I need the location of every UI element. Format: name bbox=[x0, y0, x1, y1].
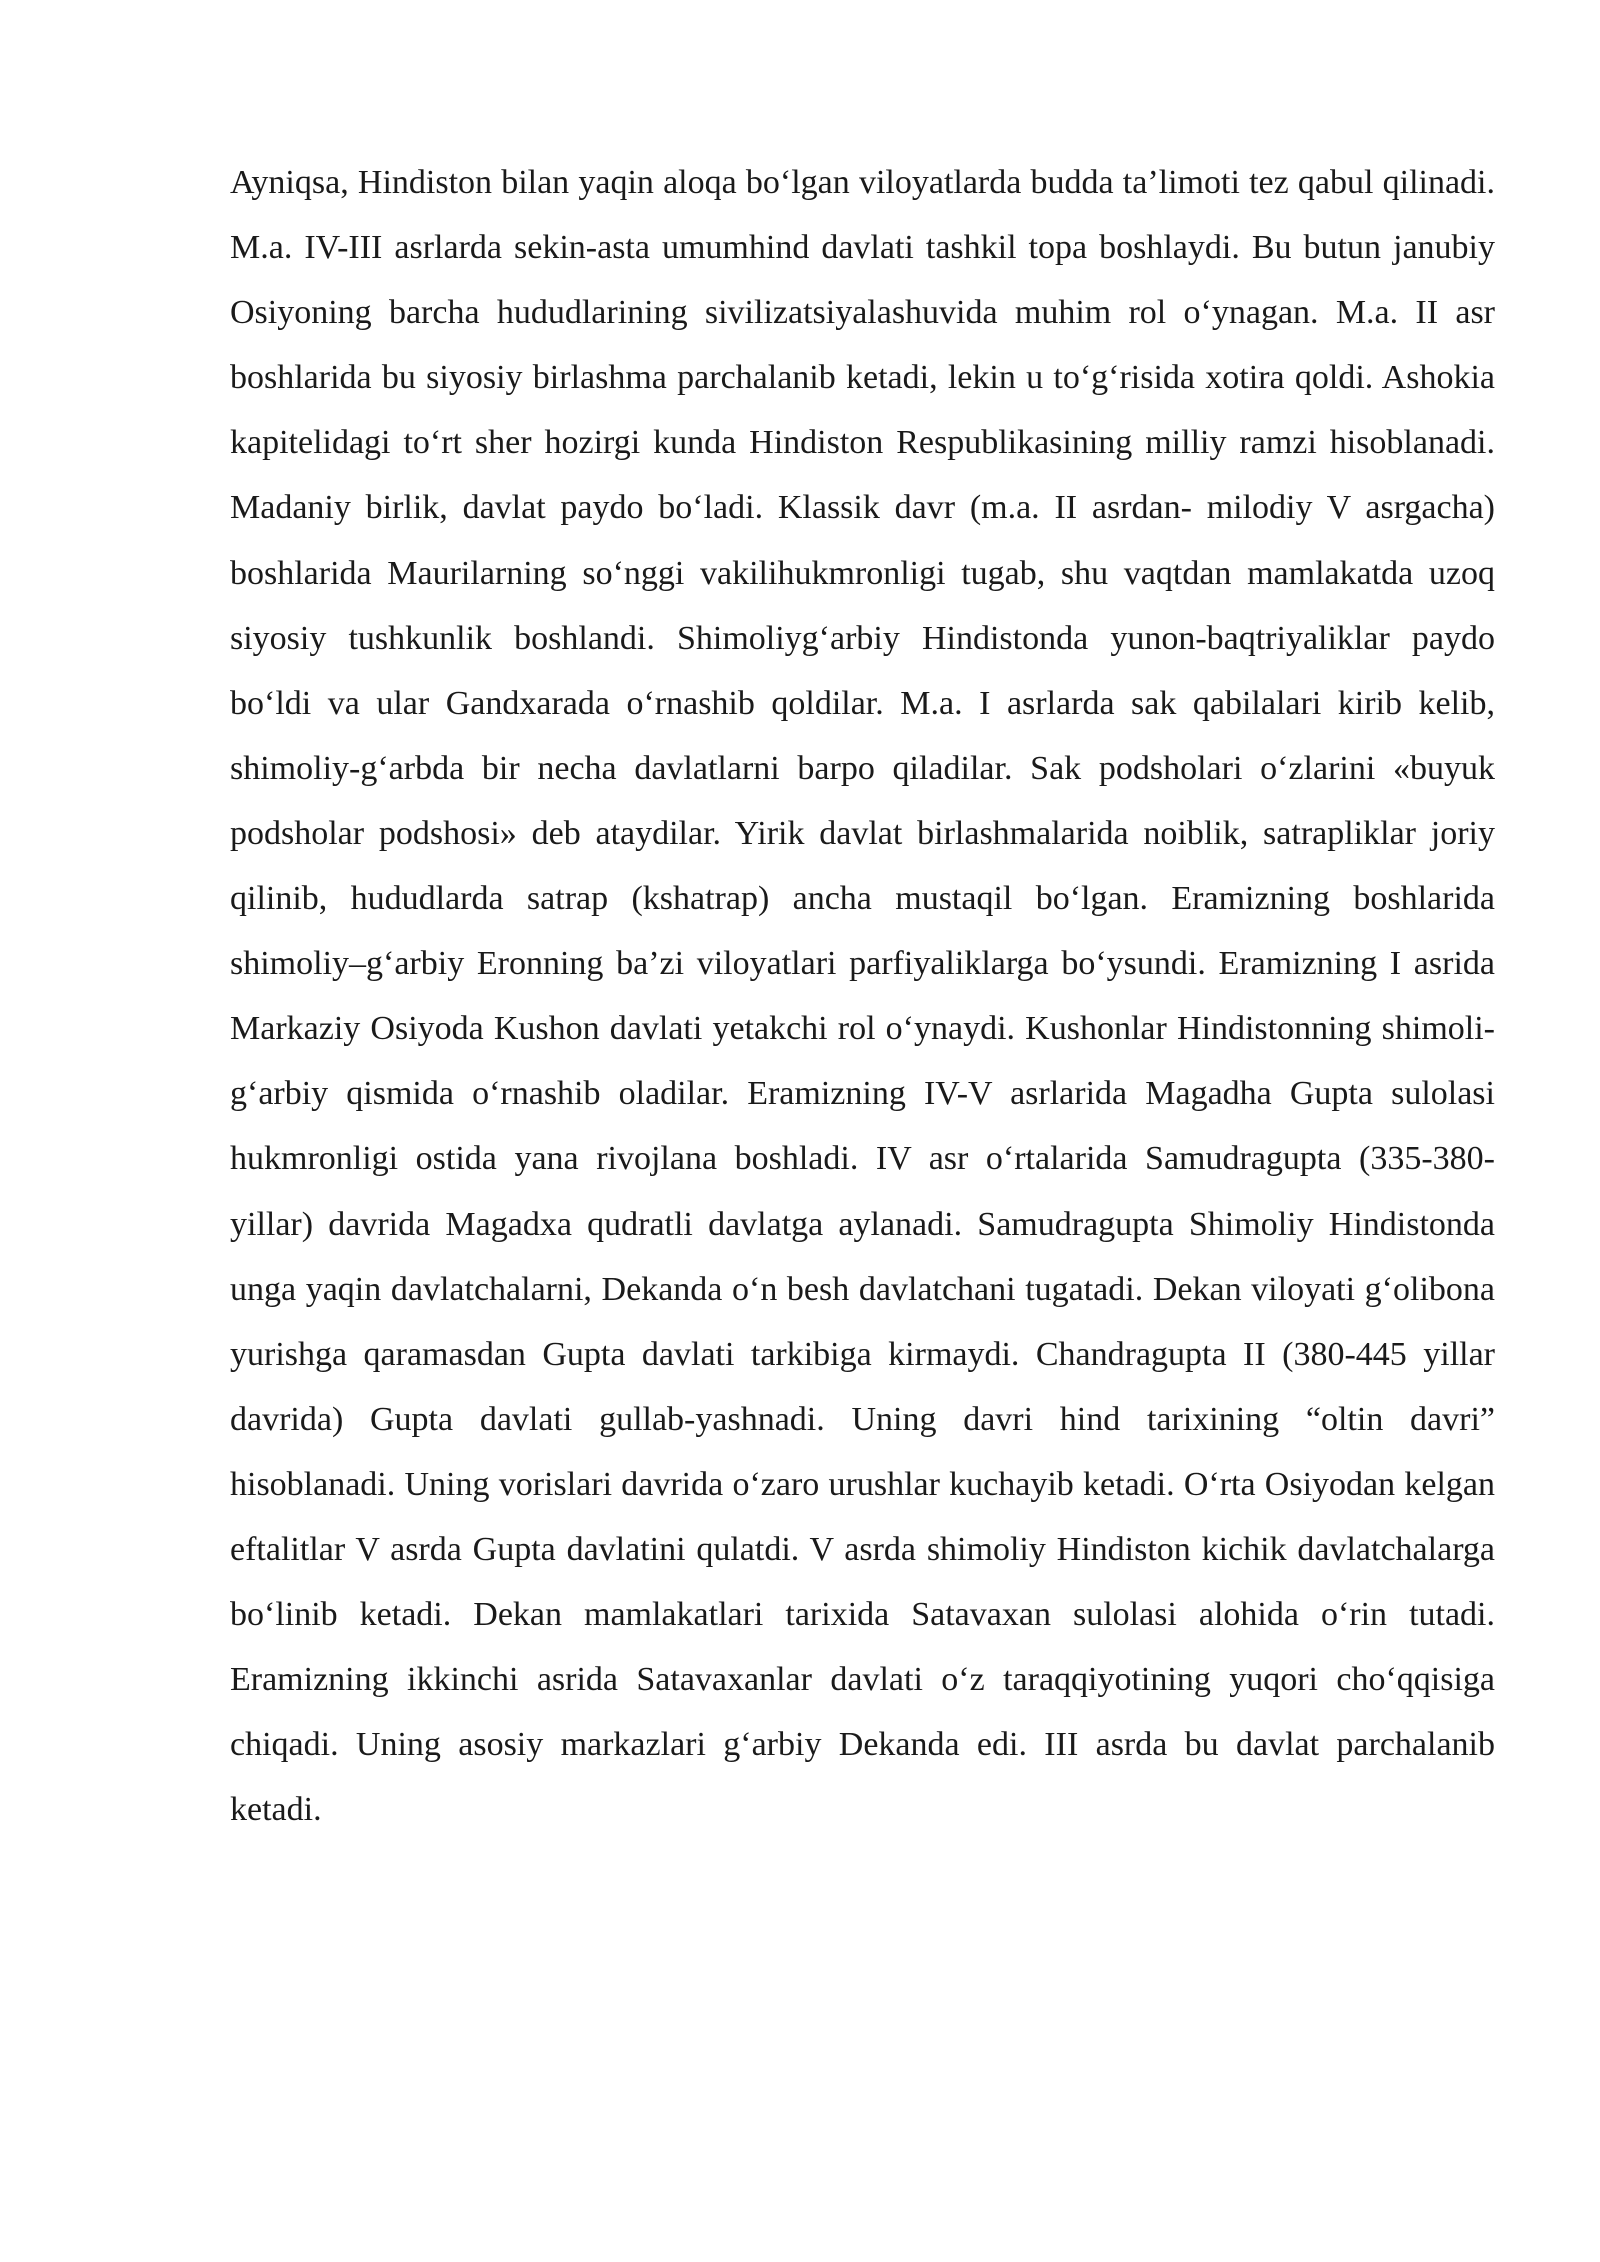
body-paragraph: Ayniqsa, Hindiston bilan yaqin aloqa bo‘lgan viloyatlarda budda ta’limoti tez qabul qilinadi. M.a. IV-III asrlarda sekin-asta umumhind davlati tashkil topa boshlaydi. Bu butun janubiy Osiyoning barcha hududlarining sivilizatsiyalashuvida muhim rol o‘ynagan. M.a. II asr boshlarida bu siyosiy birlashma parchalanib ketadi, lekin u to‘g‘risida xotira qoldi. Ashokia kapitelidagi to‘rt sher hozirgi kunda Hindiston Respublikasining milliy ramzi hisoblanadi. Madaniy birlik, davlat paydo bo‘ladi. Klassik davr (m.a. II asrdan- milodiy V asrgacha) boshlarida Maurilarning so‘nggi vakilihukmronligi tugab, shu vaqtdan mamlakatda uzoq siyosiy tushkunlik boshlandi. Shimoliyg‘arbiy Hindistonda yunon-baqtriyaliklar paydo bo‘ldi va ular Gandxarada o‘rnashib qoldilar. M.a. I asrlarda sak qabilalari kirib kelib, shimoliy-g‘arbda bir necha davlatlarni barpo qiladilar. Sak podsholari o‘zlarini «buyuk podsholar podshosi» deb ataydilar. Yirik davlat birlashmalarida noiblik, satrapliklar joriy qilinib, hududlarda satrap (kshatrap) ancha mustaqil bo‘lgan. Eramizning boshlarida shimoliy–g‘arbiy Eronning ba’zi viloyatlari parfiyaliklarga bo‘ysundi. Eramizning I asrida Markaziy Osiyoda Kushon davlati yetakchi rol o‘ynaydi. Kushonlar Hindistonning shimoli-g‘arbiy qismida o‘rnashib oladilar. Eramizning IV-V asrlarida Magadha Gupta sulolasi hukmronligi ostida yana rivojlana boshladi. IV asr o‘rtalarida Samudragupta (335-380-yillar) davrida Magadxa qudratli davlatga aylanadi. Samudragupta Shimoliy Hindistonda unga yaqin davlatchalarni, Dekanda o‘n besh davlatchani tugatadi. Dekan viloyati g‘olibona yurishga qaramasdan Gupta davlati tarkibiga kirmaydi. Chandragupta II (380-445 yillar davrida) Gupta davlati gullab-yashnadi. Uning davri hind tarixining “oltin davri” hisoblanadi. Uning vorislari davrida o‘zaro urushlar kuchayib ketadi. O‘rta Osiyodan kelgan eftalitlar V asrda Gupta davlatini qulatdi. V asrda shimoliy Hindiston kichik davlatchalarga bo‘linib ketadi. Dekan mamlakatlari tarixida Satavaxan sulolasi alohida o‘rin tutadi. Eramizning ikkinchi asrida Satavaxanlar davlati o‘z taraqqiyotining yuqori cho‘qqisiga chiqadi. Uning asosiy markazlari g‘arbiy Dekanda edi. III asrda bu davlat parchalanib ketadi. bbox=[230, 164, 1495, 1829]
